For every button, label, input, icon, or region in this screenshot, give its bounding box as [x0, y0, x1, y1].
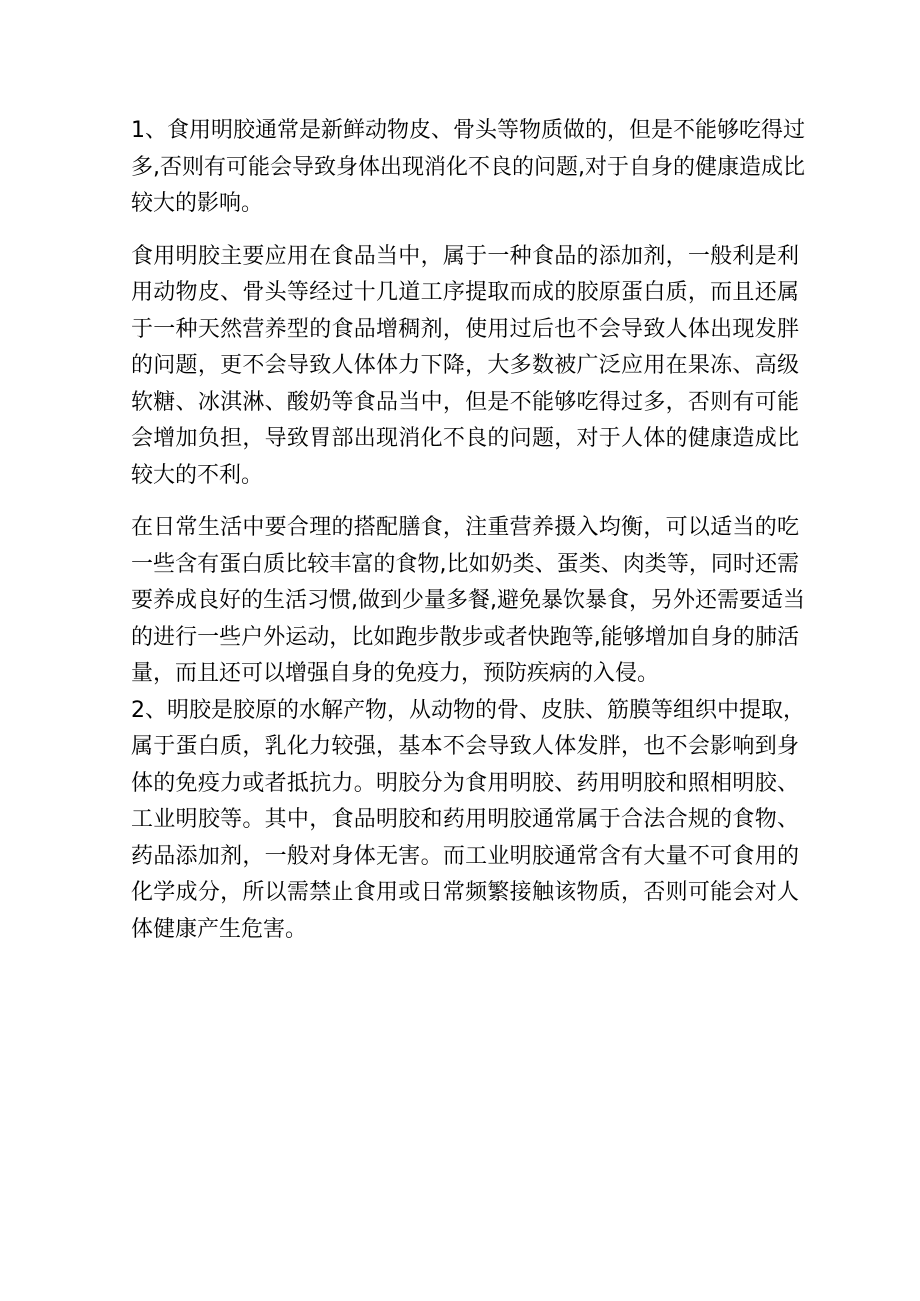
text-line: 用动物皮、骨头等经过十几道工序提取而成的胶原蛋白质，而且还属 — [131, 280, 799, 305]
text-line: 会增加负担，导致胃部出现消化不良的问题，对于人体的健康造成比 — [131, 426, 799, 451]
text-line: 软糖、冰淇淋、酸奶等食品当中，但是不能够吃得过多，否则有可能 — [131, 389, 799, 415]
text-line: 较大的不利。 — [131, 462, 264, 488]
text-line: 量，而且还可以增强自身的免疫力，预防疾病的入侵。 — [131, 661, 660, 686]
text-line: 于一种天然营养型的食品增稠剂，使用过后也不会导致人体出现发胖 — [131, 316, 799, 342]
document-body — [131, 113, 805, 948]
text-line: 多,否则有可能会导致身体出现消化不良的问题,对于自身的健康造成比 — [131, 154, 805, 180]
text-line: 药品添加剂，一般对身体无害。而工业明胶通常含有大量不可食用的 — [131, 843, 799, 869]
text-line: 化学成分，所以需禁止食用或日常频繁接触该物质，否则可能会对人 — [131, 880, 799, 905]
text-line: 1、食用明胶通常是新鲜动物皮、骨头等物质做的，但是不能够吃得过 — [131, 118, 805, 143]
text-line: 体健康产生危害。 — [131, 916, 308, 942]
text-line: 工业明胶等。其中，食品明胶和药用明胶通常属于合法合规的食物、 — [131, 807, 799, 832]
text-line: 属于蛋白质，乳化力较强，基本不会导致人体发胖，也不会影响到身 — [131, 734, 799, 759]
paragraph-3 — [131, 510, 805, 693]
text-line: 的问题，更不会导致人体体力下降，大多数被广泛应用在果冻、高级 — [131, 353, 799, 378]
paragraph-spacer — [131, 494, 799, 510]
text-line: 2、明胶是胶原的水解产物，从动物的骨、皮肤、筋膜等组织中提取， — [131, 697, 805, 723]
text-line: 的进行一些户外运动，比如跑步散步或者快跑等,能够增加自身的肺活 — [131, 624, 799, 650]
text-line: 较大的影响。 — [131, 191, 264, 216]
paragraph-2 — [131, 239, 799, 495]
text-line: 在日常生活中要合理的搭配膳食，注重营养摄入均衡，可以适当的吃 — [131, 515, 799, 540]
paragraph-spacer — [131, 223, 799, 239]
text-line: 一些含有蛋白质比较丰富的食物,比如奶类、蛋类、肉类等，同时还需 — [131, 551, 799, 577]
paragraph-1 — [131, 113, 805, 223]
text-line: 食用明胶主要应用在食品当中，属于一种食品的添加剂，一般利是利 — [131, 243, 799, 269]
text-line: 要养成良好的生活习惯,做到少量多餐,避免暴饮暴食，另外还需要适当 — [131, 588, 805, 613]
text-line: 体的免疫力或者抵抗力。明胶分为食用明胶、药用明胶和照相明胶、 — [131, 770, 799, 796]
paragraph-4 — [131, 693, 805, 949]
